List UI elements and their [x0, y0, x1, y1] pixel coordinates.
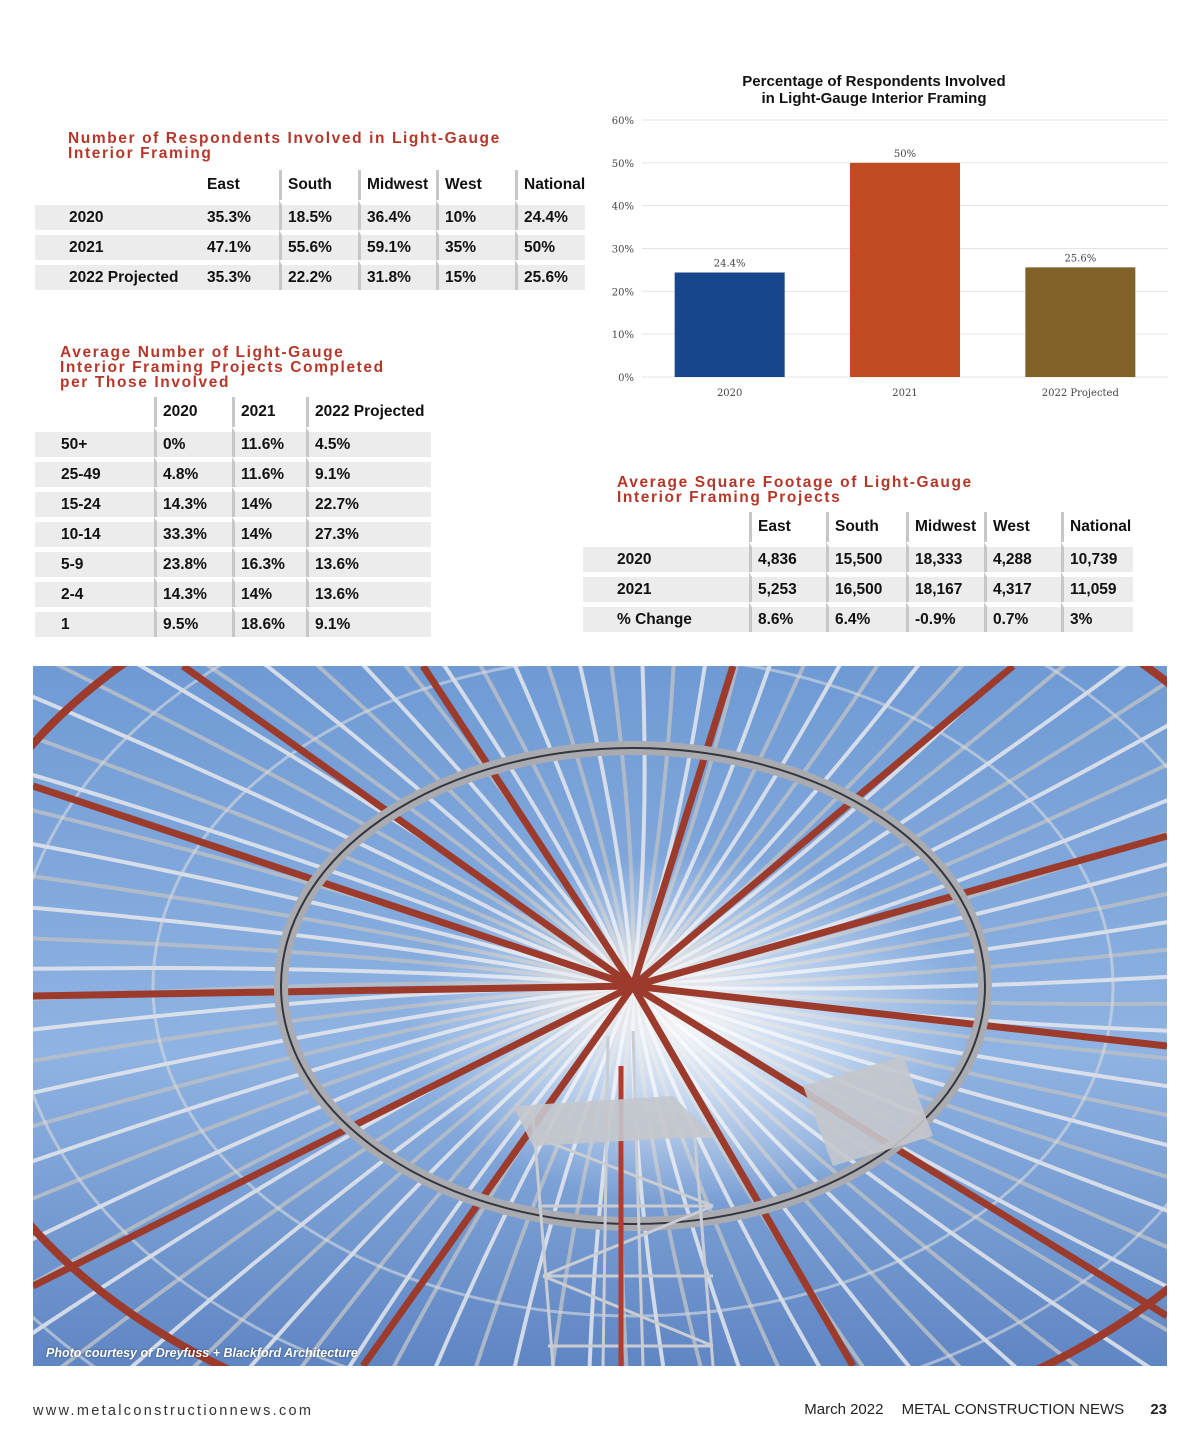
table-cell: 3%: [1061, 602, 1133, 632]
table-cell: 14.3%: [154, 487, 232, 517]
table-cell: 16.3%: [232, 547, 306, 577]
header-blank: [35, 170, 201, 200]
row-label: 2021: [583, 572, 749, 602]
table-cell: 50%: [515, 230, 585, 260]
table-row: [35, 260, 585, 290]
row-label: 2020: [35, 200, 201, 230]
table-cell: 36.4%: [358, 200, 436, 230]
footer-publication: METAL CONSTRUCTION NEWS: [901, 1401, 1125, 1418]
table-row: [35, 517, 431, 547]
header-east: East: [749, 512, 826, 542]
row-label: 2022 Projected: [35, 260, 201, 290]
table-row: [35, 230, 585, 260]
dome-illustration: [33, 666, 1167, 1366]
footer-url: www.metalconstructionnews.com: [33, 1403, 314, 1419]
table-row: [35, 457, 431, 487]
header-blank: [35, 397, 154, 427]
table-row: [35, 577, 431, 607]
square-footage-title: Average Square Footage of Light-Gauge Interior Framing Projects: [617, 474, 973, 506]
table-cell: 59.1%: [358, 230, 436, 260]
footer-date: March 2022: [804, 1401, 884, 1418]
y-tick-label: 0%: [618, 373, 634, 384]
row-label: 1: [35, 607, 154, 637]
table-cell: 33.3%: [154, 517, 232, 547]
table-row: [35, 607, 431, 637]
table-row: [35, 547, 431, 577]
table-cell: 18,167: [906, 572, 984, 602]
page-number: 23: [1150, 1401, 1167, 1418]
row-label: 2020: [583, 542, 749, 572]
table-cell: 9.1%: [306, 457, 431, 487]
table-cell: 35.3%: [201, 260, 279, 290]
row-label: 10-14: [35, 517, 154, 547]
x-tick-label: 2022 Projected: [1041, 388, 1119, 399]
table-cell: 4,836: [749, 542, 826, 572]
header-2022-projected: 2022 Projected: [306, 397, 431, 427]
table-header-row: [35, 170, 585, 200]
table-cell: 18.5%: [279, 200, 358, 230]
table-row: [583, 572, 1133, 602]
table-cell: 22.2%: [279, 260, 358, 290]
table-cell: 15%: [436, 260, 515, 290]
table-cell: -0.9%: [906, 602, 984, 632]
table-cell: 47.1%: [201, 230, 279, 260]
sun-glow: [33, 666, 1167, 1366]
table-cell: 16,500: [826, 572, 906, 602]
table-cell: 13.6%: [306, 577, 431, 607]
table-cell: 4,317: [984, 572, 1061, 602]
data-label: 50%: [893, 148, 917, 160]
footer-right: [790, 1401, 1167, 1418]
row-label: 2-4: [35, 577, 154, 607]
table-header-row: [583, 512, 1133, 542]
row-label: 5-9: [35, 547, 154, 577]
chart-title: in Light-Gauge Interior Framing: [761, 90, 987, 107]
table-cell: 14.3%: [154, 577, 232, 607]
data-label: 24.4%: [713, 258, 746, 270]
table-cell: 23.8%: [154, 547, 232, 577]
table-row: [35, 427, 431, 457]
bar-2021: [850, 163, 960, 377]
table-cell: 14%: [232, 517, 306, 547]
y-tick-label: 50%: [611, 158, 634, 170]
y-tick-label: 30%: [611, 244, 634, 256]
bar-2022-projected: [1025, 267, 1135, 377]
respondents-bar-chart: [598, 68, 1178, 413]
header-national: National: [515, 170, 585, 200]
table-cell: 4,288: [984, 542, 1061, 572]
header-south: South: [279, 170, 358, 200]
projects-title: Average Number of Light-Gauge Interior Framing Projects Completed per Those Involved: [60, 344, 385, 391]
table-cell: 14%: [232, 487, 306, 517]
respondents-table: [35, 170, 585, 290]
y-tick-label: 10%: [611, 330, 634, 342]
table-cell: 8.6%: [749, 602, 826, 632]
x-tick-label: 2021: [892, 388, 918, 399]
row-label: % Change: [583, 602, 749, 632]
header-midwest: Midwest: [906, 512, 984, 542]
x-tick-label: 2020: [716, 388, 743, 399]
projects-table: [35, 397, 431, 637]
table-cell: 18.6%: [232, 607, 306, 637]
table-cell: 4.8%: [154, 457, 232, 487]
table-cell: 24.4%: [515, 200, 585, 230]
table-row: [35, 487, 431, 517]
table-cell: 10,739: [1061, 542, 1133, 572]
table-cell: 35.3%: [201, 200, 279, 230]
header-national: National: [1061, 512, 1133, 542]
table-cell: 15,500: [826, 542, 906, 572]
square-footage-table: [583, 512, 1133, 632]
row-label: 15-24: [35, 487, 154, 517]
header-2021: 2021: [232, 397, 306, 427]
table-header-row: [35, 397, 431, 427]
table-cell: 31.8%: [358, 260, 436, 290]
table-cell: 6.4%: [826, 602, 906, 632]
respondents-title: Number of Respondents Involved in Light-Gauge Interior Framing: [68, 130, 501, 162]
table-cell: 35%: [436, 230, 515, 260]
table-cell: 4.5%: [306, 427, 431, 457]
chart-title: Percentage of Respondents Involved: [742, 73, 1006, 90]
dome-framing-photo: [33, 666, 1167, 1366]
table-cell: 55.6%: [279, 230, 358, 260]
table-cell: 11.6%: [232, 427, 306, 457]
photo-credit: Photo courtesy of Dreyfuss + Blackford Architecture: [46, 1346, 358, 1360]
table-cell: 10%: [436, 200, 515, 230]
row-label: 25-49: [35, 457, 154, 487]
data-label: 25.6%: [1064, 253, 1097, 265]
table-cell: 13.6%: [306, 547, 431, 577]
table-cell: 27.3%: [306, 517, 431, 547]
table-cell: 0.7%: [984, 602, 1061, 632]
y-tick-label: 40%: [611, 201, 634, 213]
row-label: 50+: [35, 427, 154, 457]
bar-chart-svg: [598, 68, 1178, 413]
table-cell: 5,253: [749, 572, 826, 602]
table-row: [583, 602, 1133, 632]
table-cell: 0%: [154, 427, 232, 457]
y-tick-label: 20%: [611, 287, 634, 299]
table-cell: 18,333: [906, 542, 984, 572]
table-cell: 9.1%: [306, 607, 431, 637]
header-south: South: [826, 512, 906, 542]
header-west: West: [984, 512, 1061, 542]
header-blank: [583, 512, 749, 542]
header-east: East: [201, 170, 279, 200]
table-row: [35, 200, 585, 230]
table-cell: 11.6%: [232, 457, 306, 487]
table-cell: 9.5%: [154, 607, 232, 637]
table-cell: 14%: [232, 577, 306, 607]
table-row: [583, 542, 1133, 572]
header-west: West: [436, 170, 515, 200]
bar-2020: [675, 272, 785, 377]
y-tick-label: 60%: [611, 116, 634, 127]
table-cell: 22.7%: [306, 487, 431, 517]
table-cell: 11,059: [1061, 572, 1133, 602]
table-cell: 25.6%: [515, 260, 585, 290]
header-midwest: Midwest: [358, 170, 436, 200]
header-2020: 2020: [154, 397, 232, 427]
row-label: 2021: [35, 230, 201, 260]
